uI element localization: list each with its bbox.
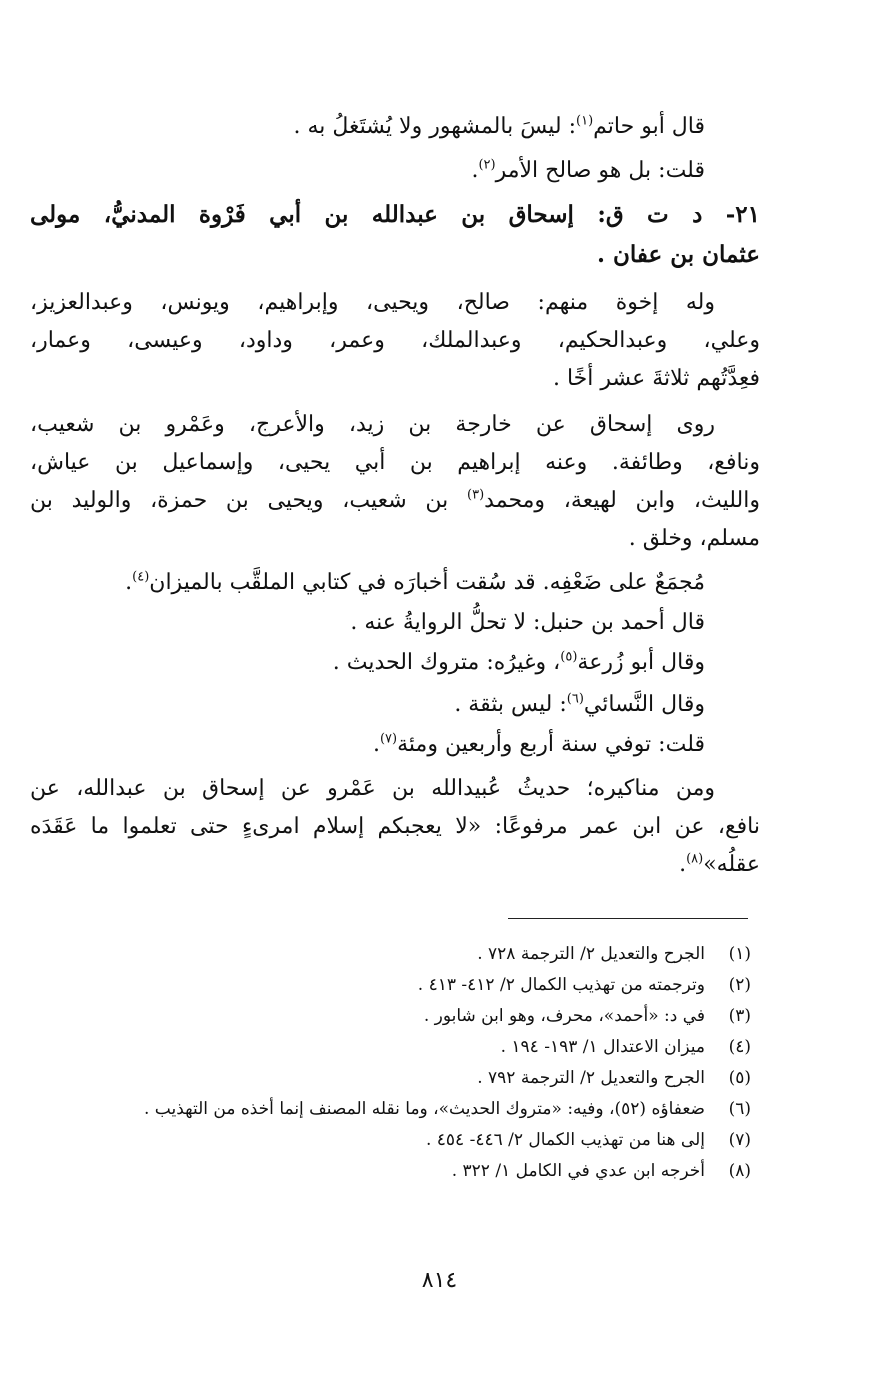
text-line: قلت: بل هو صالح الأمر$^{(٢)}$.: [471, 157, 705, 183]
text-line: وقال أبو زُرعة$^{(٥)}$، وغيرُه: متروك الحديث .: [332, 649, 705, 675]
text-line: قال أحمد بن حنبل: لا تحلُّ الروايةُ عنه .: [350, 610, 705, 635]
footnote-ref: (٣): [467, 487, 485, 503]
text-line: ومن مناكيره؛ حديثُ عُبيدالله بن عَمْرو عن إسحاق بن عبدالله، عن: [30, 776, 715, 801]
footnote-ref: (٢): [478, 157, 496, 173]
text-line: مسلم، وخلق .: [628, 526, 760, 551]
text-line: روى إسحاق عن خارجة بن زيد، والأعرج، وعَمْرو بن شعيب،: [30, 412, 715, 437]
footnote: (٦)ضعفاؤه (٥٢)، وفيه: «متروك الحديث»، وما نقله المصنف إنما أخذه من التهذيب .: [143, 1099, 751, 1119]
footnote: (٢)وترجمته من تهذيب الكمال ٢/ ٤١٢- ٤١٣ .: [417, 975, 751, 995]
text-line: والليث، وابن لهيعة، ومحمد$^{(٣)}$ بن شعيب، ويحيى بن حمزة، والوليد بن: [30, 487, 760, 513]
entry-heading-cont: عثمان بن عفان .: [596, 241, 760, 268]
text-line: وعلي، وعبدالحكيم، وعبدالملك، وعمر، وداود، وعيسى، وعمار،: [30, 328, 760, 353]
text-line: مُجمَعٌ على ضَعْفِه. قد سُقت أخبارَه في كتابي الملقَّب بالميزان$^{(٤)}$.: [125, 569, 705, 595]
text-line: فعِدَّتُهم ثلاثةَ عشر أخًا .: [552, 366, 760, 391]
text-line: نافع، عن ابن عمر مرفوعًا: «لا يعجبكم إسلام امرىءٍ حتى تعلموا ما عَقَدَه: [30, 814, 760, 839]
text-line: عقلُه»$^{(٨)}$.: [679, 851, 760, 877]
footnote-ref: (١): [576, 113, 594, 129]
page-number: ٨١٤: [421, 1268, 458, 1293]
footnote-ref: (٨): [686, 851, 704, 867]
text-line: ونافع، وطائفة. وعنه إبراهيم بن أبي يحيى، وإسماعيل بن عياش،: [30, 450, 760, 475]
footnote: (٨)أخرجه ابن عدي في الكامل ١/ ٣٢٢ .: [451, 1161, 751, 1181]
text-line: وقال النَّسائي$^{(٦)}$: ليس بثقة .: [454, 691, 705, 717]
text-line: قلت: توفي سنة أربع وأربعين ومئة$^{(٧)}$.: [372, 731, 705, 757]
text-line: وله إخوة منهم: صالح، ويحيى، وإبراهيم، ويونس، وعبدالعزيز،: [30, 290, 715, 315]
footnote: (٣)في د: «أحمد»، محرف، وهو ابن شابور .: [423, 1006, 751, 1026]
footnote: (١)الجرح والتعديل ٢/ الترجمة ٧٢٨ .: [477, 944, 751, 964]
footnote-ref: (٦): [566, 691, 584, 707]
footnote-separator: [508, 918, 748, 919]
text-line: قال أبو حاتم$^{(١)}$: ليسَ بالمشهور ولا يُشتَغلُ به .: [293, 113, 705, 139]
footnote-ref: (٧): [379, 731, 398, 747]
entry-heading: ٢١- د ت ق: إسحاق بن عبدالله بن أبي فَرْوة المدنيُّ، مولى: [30, 201, 760, 228]
footnote-ref: (٥): [560, 649, 578, 665]
footnote-ref: (٤): [132, 569, 150, 585]
footnote: (٤)ميزان الاعتدال ١/ ١٩٣- ١٩٤ .: [500, 1037, 751, 1057]
footnote: (٥)الجرح والتعديل ٢/ الترجمة ٧٩٢ .: [477, 1068, 751, 1088]
footnote: (٧)إلى هنا من تهذيب الكمال ٢/ ٤٤٦- ٤٥٤ .: [425, 1130, 751, 1150]
